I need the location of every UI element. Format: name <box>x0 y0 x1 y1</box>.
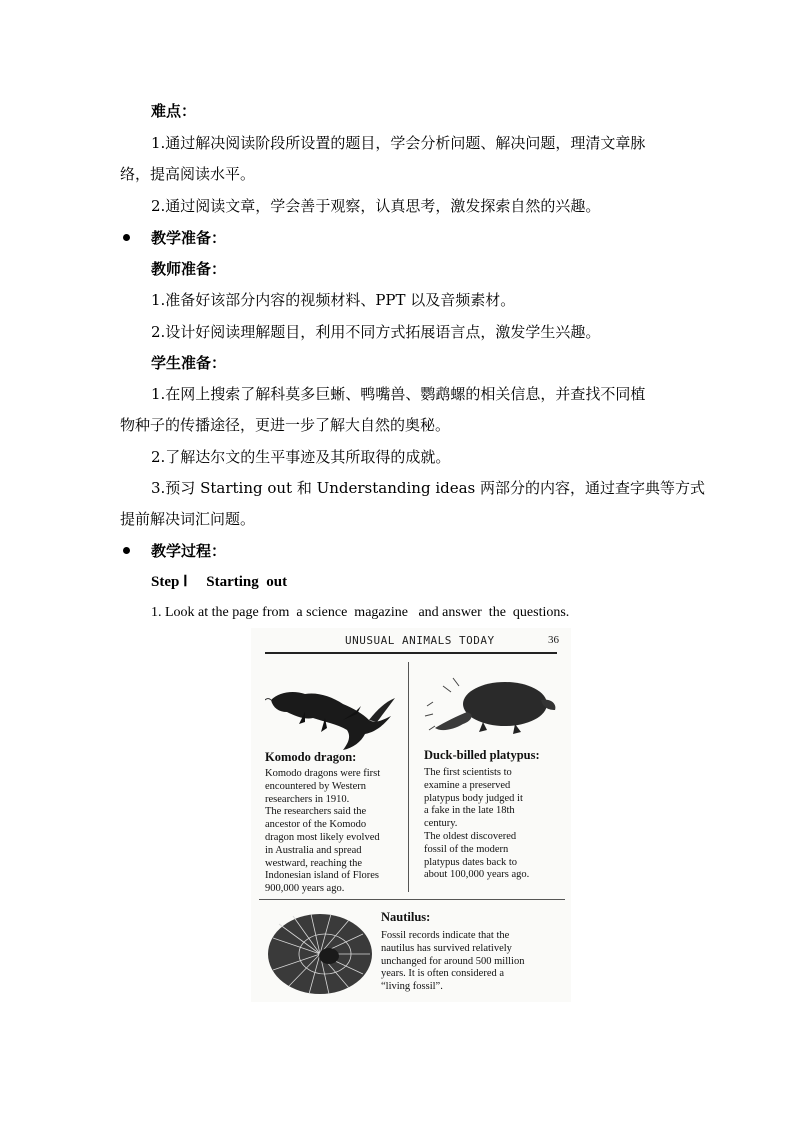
bullet-icon <box>123 547 130 554</box>
difficulty-item-1-line-1: 1.通过解决阅读阶段所设置的题目，学会分析问题、解决问题，理清文章脉 <box>151 134 646 152</box>
student-prep-item-3-line-2: 提前解决词汇问题。 <box>120 510 256 528</box>
student-prep-item-1-line-2: 物种子的传播途径，更进一步了解大自然的奥秘。 <box>120 416 451 434</box>
student-prep-item-2: 2.了解达尔文的生平事迹及其所取得的成就。 <box>151 448 451 466</box>
instruction-line: 1. Look at the page from a science magazine and answer the questions. <box>151 605 570 620</box>
difficulty-heading: 难点： <box>151 102 197 120</box>
komodo-text: Komodo dragons were first encountered by Western researchers in 1910. The researchers said the ancestor of the Komodo dragon most likely evolved in Australia and spread westward, reaching the Indonesian island of Flores 900,000 years ago. <box>265 768 381 895</box>
teacher-prep-item-2: 2.设计好阅读理解题目，利用不同方式拓展语言点，激发学生兴趣。 <box>151 323 601 341</box>
prep-heading: 教学准备： <box>151 229 227 247</box>
platypus-heading: Duck-billed platypus: <box>424 748 540 762</box>
column-divider <box>408 662 409 892</box>
difficulty-item-1-line-2: 络，提高阅读水平。 <box>120 165 256 183</box>
nautilus-text: Fossil records indicate that the nautilus has survived relatively unchanged for around 500 million years. It is often considered a “living fossil”. <box>381 930 525 993</box>
student-prep-heading: 学生准备： <box>151 354 227 372</box>
platypus-illustration <box>423 666 563 748</box>
teacher-prep-item-1: 1.准备好该部分内容的视频材料、PPT 以及音频素材。 <box>151 291 516 309</box>
student-prep-item-1-line-1: 1.在网上搜索了解科莫多巨蜥、鸭嘴兽、鹦鹉螺的相关信息，并查找不同植 <box>151 385 646 403</box>
nautilus-shell-illustration <box>265 908 375 998</box>
platypus-text: The first scientists to examine a preserved platypus body judged it a fake in the late 18th century. The oldest discovered fossil of the modern platypus dates back to about 100,000 years ago. <box>424 767 530 881</box>
magazine-page-number: 36 <box>548 634 559 646</box>
nautilus-heading: Nautilus: <box>381 910 431 924</box>
process-heading: 教学过程： <box>151 542 227 560</box>
magazine-page-image <box>251 628 571 1002</box>
komodo-dragon-illustration <box>265 662 405 752</box>
student-prep-item-3-line-1: 3.预习 Starting out 和 Understanding ideas 两部分的内容，通过查字典等方式 <box>151 479 706 497</box>
step-label: Step Ⅰ Starting out <box>151 574 288 590</box>
difficulty-item-2: 2.通过阅读文章，学会善于观察，认真思考，激发探索自然的兴趣。 <box>151 197 601 215</box>
row-divider <box>259 899 565 900</box>
bullet-icon <box>123 234 130 241</box>
komodo-heading: Komodo dragon: <box>265 750 357 764</box>
magazine-title: UNUSUAL ANIMALS TODAY <box>345 634 495 647</box>
teacher-prep-heading: 教师准备： <box>151 260 227 278</box>
